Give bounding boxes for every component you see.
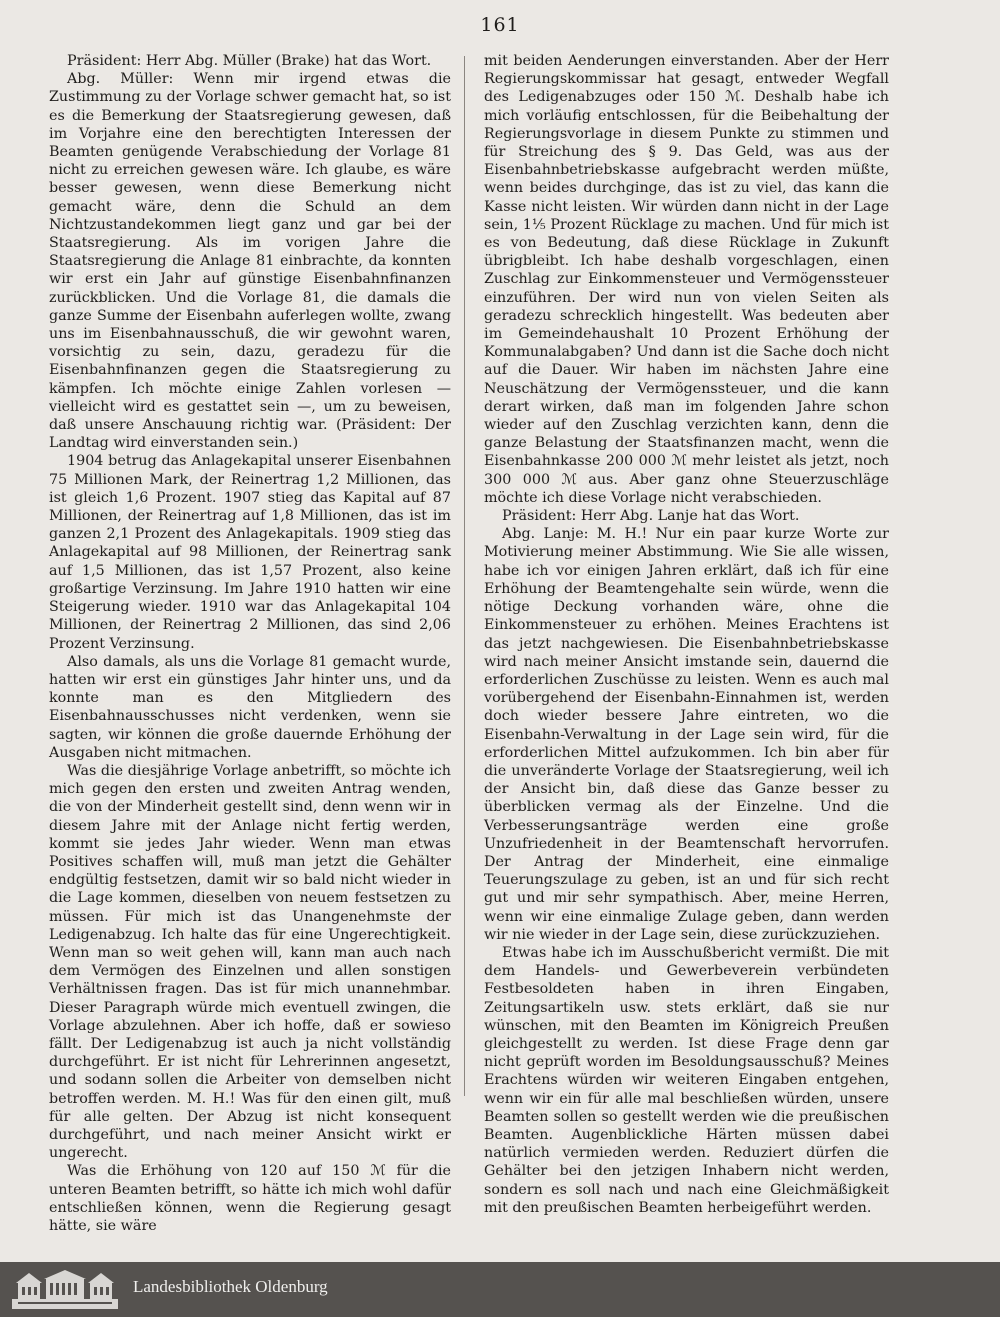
paragraph: Was die Erhöhung von 120 auf 150 ℳ für die unteren Beamten betrifft, so hätte ich mich wohl dafür entschließen können, wenn die Regierung gesagt hätte, sie wäre bbox=[49, 1163, 451, 1234]
paragraph: Präsident: Herr Abg. Müller (Brake) hat das Wort. bbox=[67, 53, 432, 69]
left-column bbox=[49, 52, 451, 1235]
paragraph: Was die diesjährige Vorlage anbetrifft, so möchte ich mich gegen den ersten und zweiten Antrag wenden, die von der Minderheit gestellt sind, denn wenn wir in diesem Jahre mit der Anlage nicht fertig werden, kommt sie jedes Jahr wieder. Wenn man etwas Positives schaffen will, muß man jetzt die Gehälter endgültig festsetzen, damit wir so bald nicht wieder in die Lage kommen, dieselben von neuem festsetzen zu müssen. Für mich ist das Unangenehmste der Ledigenabzug. Ich halte das für eine Ungerechtigkeit. Wenn man so weit gehen will, kann man auch nach dem Vermögen des Einzelnen und allen sonstigen Verhältnissen fragen. Das ist für mich unannehmbar. Dieser Paragraph würde mich eventuell zwingen, die Vorlage abzulehnen. Aber ich hoffe, daß er sowieso fällt. Der Ledigenabzug ist auch ja nicht vollständig durchgeführt. Er ist nicht für Lehrerinnen angesetzt, und sodann sollen die Arbeiter von demselben nicht betroffen werden. M. H.! Was für den einen gilt, muß für alle gelten. Der Abzug ist nicht konsequent durchgeführt, und nach meiner Ansicht wirkt er ungerecht. bbox=[49, 762, 451, 1162]
page-number: 161 bbox=[480, 14, 520, 36]
paragraph: Präsident: Herr Abg. Lanje hat das Wort. bbox=[502, 508, 800, 525]
library-name: Landesbibliothek Oldenburg bbox=[133, 1277, 328, 1296]
right-column bbox=[484, 52, 889, 1217]
footer-bar bbox=[0, 1262, 1000, 1317]
paragraph: Abg. Müller: Wenn mir irgend etwas die Zustimmung zu der Vorlage schwer gemacht hat, so ist es die Bemerkung der Staatsregierung gewesen, daß im Vorjahre eine den berechtigten Interessen der Beamten genügende Verabschiedung der Vorlage 81 nicht zu erreichen gewesen wäre. Ich glaube, es wäre besser gewesen, wenn diese Bemerkung nicht gemacht wäre, denn die Schuld an dem Nichtzustandekommen liegt ganz und gar bei der Staatsregierung. Als im vorigen Jahre die Staatsregierung die Anlage 81 einbrachte, da konnten wir erst ein Jahr auf günstige Eisenbahnfinanzen zurückblicken. Und die Vorlage 81, die damals die ganze Summe der Eisenbahn auferlegen wollte, zwang uns im Eisenbahnausschuß, die wir gewohnt waren, vorsichtig zu sein, dazu, geradezu für die Eisenbahnfinanzen gegen die Staatsregierung zu kämpfen. Ich möchte einige Zahlen vorlesen — vielleicht wird es gestattet sein —, um zu beweisen, daß unsere Anschauung richtig war. (Präsident: Der Landtag wird einverstanden sein.) bbox=[49, 71, 451, 452]
paragraph: Abg. Lanje: M. H.! Nur ein paar kurze Worte zur Motivierung meiner Abstimmung. Wie Sie alle wissen, habe ich vor einigen Jahren erklärt, daß ich für eine Erhöhung der Beamtengehalte sein würde, wenn die nötige Deckung vorhanden wäre, ohne die Einkommensteuer zu erhöhen. Meines Erachtens ist das jetzt nachgewiesen. Die Eisenbahnbetriebskasse wird nach meiner Ansicht imstande sein, dauernd die erforderlichen Zuschüsse zu leisten. Wenn es auch mal vorübergehend der Eisenbahn-Einnahmen ist, werden doch wieder bessere Jahre eintreten, wo die Eisenbahn-Verwaltung in der Lage sein wird, für die erforderlichen Mittel aufzukommen. Ich bin aber für die unveränderte Vorlage der Staatsregierung, weil ich der Ansicht bin, daß diese das Ganze besser zu überblicken vermag als der Einzelne. Und die Verbesserungsanträge werden eine große Unzufriedenheit in der Beamtenschaft hervorrufen. Der Antrag der Minderheit, eine einmalige Teuerungszulage zu geben, ist an und für sich recht gut und mir sehr sympathisch. Aber, meine Herren, wenn wir eine einmalige Zulage geben, dann werden wir nie wieder in der Lage sein, diese zurückzuziehen. bbox=[484, 526, 889, 943]
library-building-logo-icon bbox=[10, 1269, 120, 1311]
column-divider bbox=[464, 56, 465, 1096]
paragraph: 1904 betrug das Anlagekapital unserer Eisenbahnen 75 Millionen Mark, der Reinertrag 1,2 Millionen, das ist gleich 1,6 Prozent. 1907 stieg das Kapital auf 87 Millionen, der Reinertrag auf 1,8 Millionen, das ist im ganzen 2,1 Prozent des Anlagekapitals. 1909 stieg das Anlagekapital auf 98 Millionen, der Reinertrag sank auf 1,5 Millionen, das ist 1,57 Prozent, also keine großartige Verzinsung. Im Jahre 1910 hatten wir eine Steigerung wieder. 1910 war das Anlagekapital 104 Millionen, der Reinertrag 2 Millionen, das sind 2,06 Prozent Verzinsung. bbox=[49, 453, 451, 652]
paragraph: Etwas habe ich im Ausschußbericht vermißt. Die mit dem Handels- und Gewerbeverein verbündeten Festbesoldeten haben in ihren Eingaben, Zeitungsartikeln usw. stets erklärt, daß sie nur wünschen, mit den Beamten im Königreich Preußen gleichgestellt zu werden. Ist diese Frage denn gar nicht geprüft worden im Besoldungsausschuß? Meines Erachtens würden wir weiteren Eingaben entgehen, wenn wir ein für alle mal beschließen würden, unsere Beamten sollen so gestellt werden wie die preußischen Beamten. Augenblickliche Härten müssen dabei natürlich vermieden werden. Reduziert dürfen die Gehälter bei den jetzigen Inhabern nicht werden, sondern es soll nach und nach eine Gleichmäßigkeit mit den preußischen Beamten herbeigeführt werden. bbox=[484, 944, 889, 1216]
paragraph: Also damals, als uns die Vorlage 81 gemacht wurde, hatten wir erst ein günstiges Jahr hinter uns, und da konnte man es den Mitgliedern des Eisenbahnausschusses nicht verdenken, wenn sie sagten, wir können die große dauernde Erhöhung der Ausgaben nicht mitmachen. bbox=[49, 653, 451, 761]
paragraph: mit beiden Aenderungen einverstanden. Aber der Herr Regierungskommissar hat gesagt, entweder Wegfall des Ledigenabzuges oder 150 ℳ. Deshalb habe ich mich vorläufig entschlossen, für die Beibehaltung der Regierungsvorlage in diesem Punkte zu stimmen und für Streichung des § 9. Das Geld, was aus der Eisenbahnbetriebskasse aufgebracht werden müßte, wenn beides durchginge, das ist zu viel, das kann die Kasse nicht leisten. Wir würden dann nicht in der Lage sein, 1⅕ Prozent Rücklage zu machen. Und für mich ist es von Bedeutung, daß diese Rücklage in Zukunft übrigbleibt. Ich habe deshalb vorgeschlagen, einen Zuschlag zur Einkommensteuer und Vermögenssteuer einzuführen. Der wird nun von vielen Seiten als geradezu schrecklich hingestellt. Was bedeuten aber im Gemeindehaushalt 10 Prozent Erhöhung der Kommunalabgaben? Und dann ist die Sache doch nicht auf die Dauer. Wir haben im nächsten Jahre eine Neuschätzung der Vermögenssteuer, und die kann derart wirken, daß man im folgenden Jahre schon wieder auf den Zuschlag verzichten kann, denn die ganze Belastung der Staatsfinanzen macht, wenn die Eisenbahnkasse 200 000 ℳ mehr leistet als jetzt, noch 300 000 ℳ aus. Aber ganz ohne Steuerzuschläge möchte ich diese Vorlage nicht verabschieden. bbox=[484, 53, 889, 506]
